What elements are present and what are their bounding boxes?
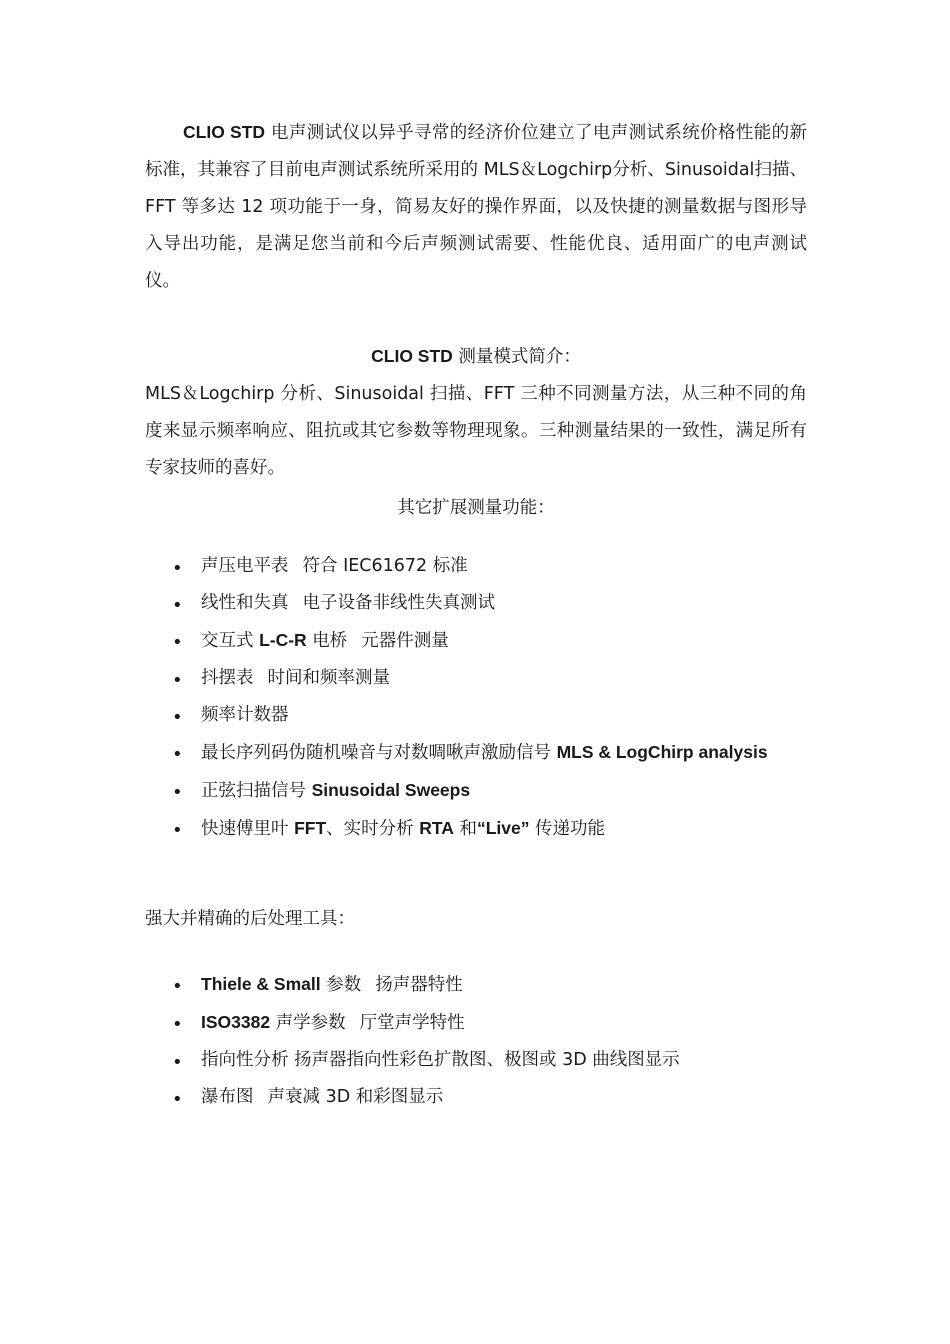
list-item bbox=[145, 1004, 807, 1042]
item-description: 时间和频率测量 bbox=[267, 668, 390, 688]
intro-paragraph bbox=[145, 114, 807, 300]
list-item bbox=[145, 1042, 807, 1079]
list-item bbox=[145, 585, 807, 622]
bullet-icon: • bbox=[172, 976, 183, 997]
extended-functions-list bbox=[145, 548, 807, 848]
item-label-suffix: 电桥 bbox=[306, 631, 348, 651]
item-label: 声学参数 bbox=[270, 1013, 346, 1033]
post-processing-list bbox=[145, 966, 807, 1116]
item-description: 元器件测量 bbox=[361, 631, 449, 651]
bullet-icon: • bbox=[172, 744, 183, 765]
bullet-icon: • bbox=[172, 595, 183, 616]
list-item bbox=[145, 622, 807, 660]
item-label: 瀑布图 bbox=[201, 1087, 254, 1107]
item-bold-term: Thiele & Small bbox=[201, 974, 321, 994]
bullet-icon: • bbox=[172, 1014, 183, 1035]
modes-paragraph: MLS＆Logchirp 分析、Sinusoidal 扫描、FFT 三种不同测量方法，从三种不同的角度来显示频率响应、阻抗或其它参数等物理现象。三种测量结果的一致性，满足所有专家技师的喜好。 bbox=[145, 384, 807, 478]
item-label: 频率计数器 bbox=[201, 705, 289, 725]
item-label: 指向性分析 扬声器指向性彩色扩散图、极图或 3D 曲线图显示 bbox=[201, 1050, 680, 1070]
item-label: 线性和失真 bbox=[201, 593, 289, 613]
item-text: 、实时分析 bbox=[326, 819, 420, 839]
item-label: 声压电平表 bbox=[201, 556, 289, 576]
list-item bbox=[145, 734, 807, 772]
list-item bbox=[145, 548, 807, 585]
item-description: 扬声器特性 bbox=[375, 975, 463, 995]
item-text: 传递功能 bbox=[529, 819, 606, 839]
item-description: 声衰减 3D 和彩图显示 bbox=[267, 1087, 444, 1107]
item-bold-term: MLS & LogChirp analysis bbox=[556, 742, 768, 762]
list-item bbox=[145, 966, 807, 1004]
item-label: 正弦扫描信号 bbox=[201, 781, 312, 801]
bullet-icon: • bbox=[172, 820, 183, 841]
item-bold-term: FFT bbox=[294, 818, 327, 838]
item-label: 参数 bbox=[320, 975, 362, 995]
item-description: 符合 IEC61672 标准 bbox=[302, 556, 468, 576]
item-bold-term: RTA bbox=[419, 818, 454, 838]
modes-heading bbox=[145, 343, 807, 368]
bullet-icon: • bbox=[172, 1089, 183, 1110]
bullet-icon: • bbox=[172, 670, 183, 691]
modes-heading-text: 测量模式简介： bbox=[452, 347, 581, 367]
bullet-icon: • bbox=[172, 558, 183, 579]
bullet-icon: • bbox=[172, 782, 183, 803]
bullet-icon: • bbox=[172, 1052, 183, 1073]
item-label: 交互式 bbox=[201, 631, 260, 651]
item-description: 厅堂声学特性 bbox=[359, 1013, 465, 1033]
intro-text: 电声测试仪以异乎寻常的经济价位建立了电声测试系统价格性能的新标准，其兼容了目前电声测试系统所采用的 MLS＆Logchirp分析、Sinusoidal扫描、FFT 等多达 12 项功能于一身，简易友好的操作界面，以及快捷的测量数据与图形导入导出功能，是满足您当前和今后声频测试需要、性能优良、适用面广的电声测试仪。 bbox=[145, 123, 807, 291]
item-label: 最长序列码伪随机噪音与对数啁啾声激励信号 bbox=[201, 743, 557, 763]
modes-heading-product: CLIO STD bbox=[371, 346, 453, 366]
post-processing-heading: 强大并精确的后处理工具： bbox=[145, 909, 355, 929]
intro-product-name: CLIO STD bbox=[183, 122, 266, 142]
list-item bbox=[145, 660, 807, 697]
bullet-icon: • bbox=[172, 707, 183, 728]
item-bold-term: ISO3382 bbox=[201, 1012, 271, 1032]
item-label: 抖摆表 bbox=[201, 668, 254, 688]
list-item bbox=[145, 1079, 807, 1116]
item-bold-term: “Live” bbox=[476, 818, 530, 838]
item-bold-term: L-C-R bbox=[259, 630, 307, 650]
item-text: 和 bbox=[453, 819, 477, 839]
list-item bbox=[145, 810, 807, 848]
list-item bbox=[145, 697, 807, 734]
extended-functions-heading: 其它扩展测量功能： bbox=[397, 498, 555, 518]
item-description: 电子设备非线性失真测试 bbox=[302, 593, 495, 613]
item-label: 快速傅里叶 bbox=[201, 819, 295, 839]
list-item bbox=[145, 772, 807, 810]
bullet-icon: • bbox=[172, 632, 183, 653]
item-bold-term: Sinusoidal Sweeps bbox=[311, 780, 471, 800]
